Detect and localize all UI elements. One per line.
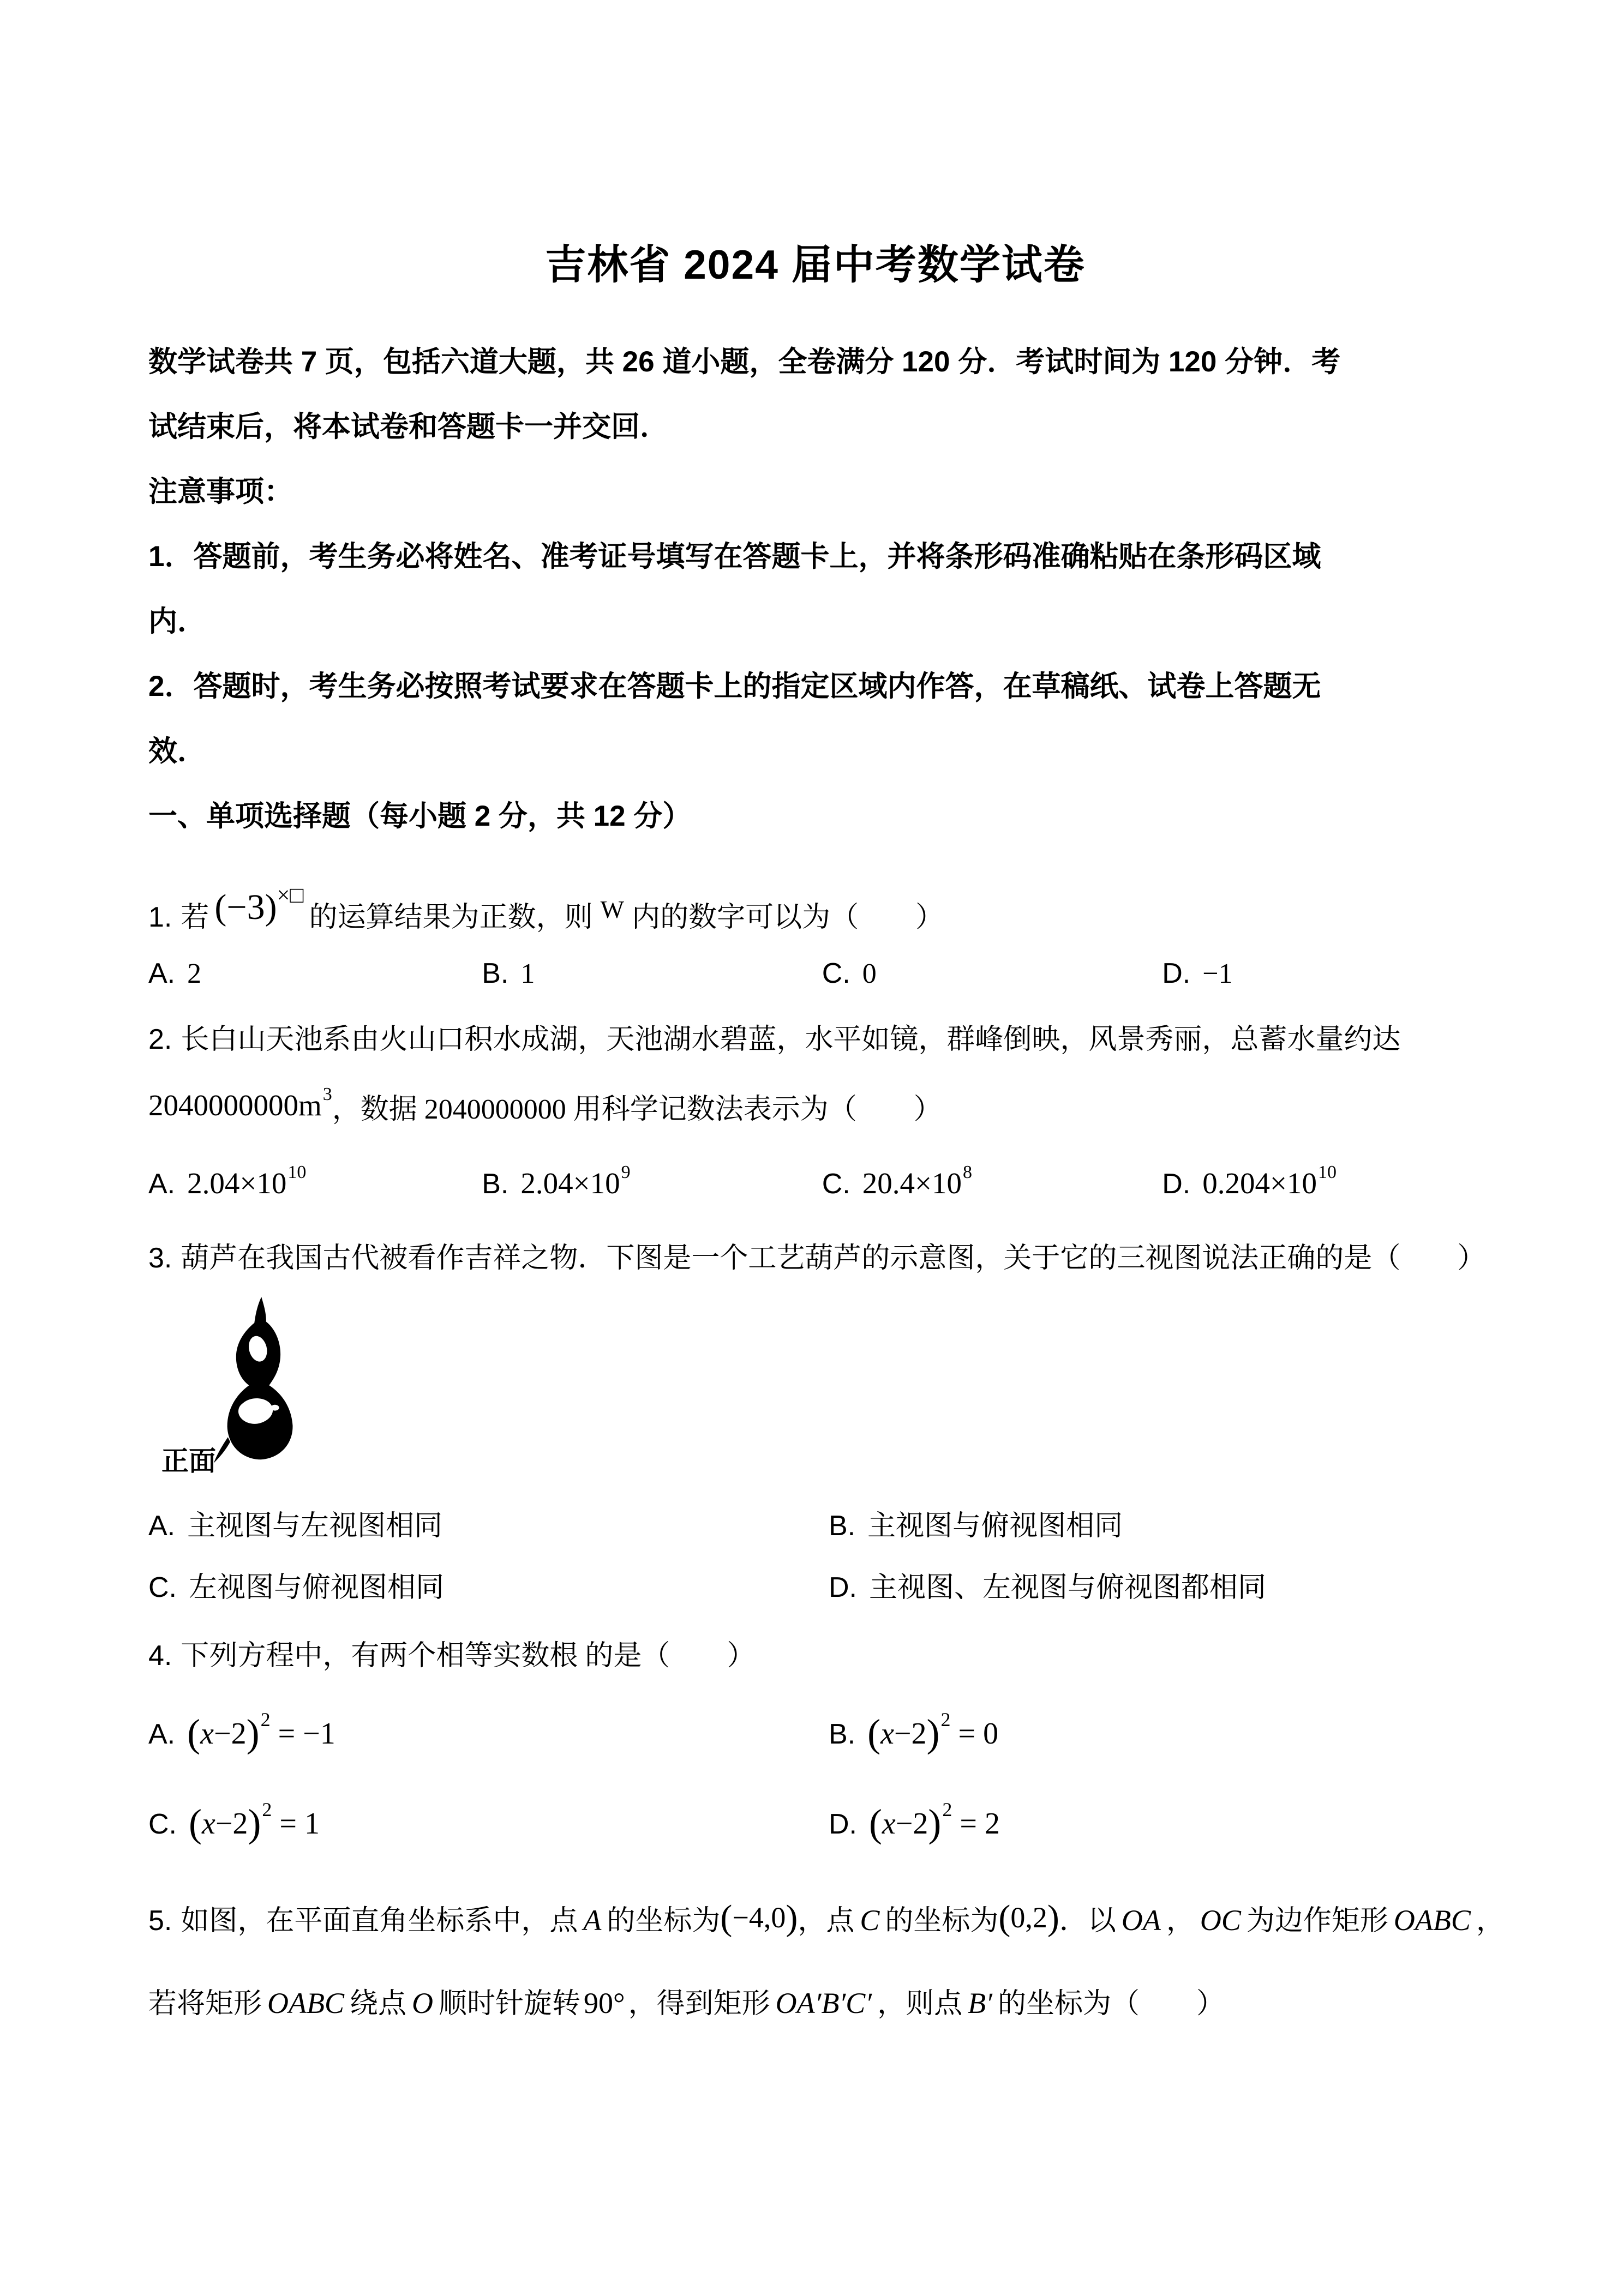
q5-seg-5: ．以 bbox=[1059, 1906, 1116, 1937]
q1-text-post: 内的数字可以为（ ） bbox=[632, 902, 944, 934]
q1-formula-base: (−3) bbox=[214, 887, 277, 928]
question-2-line-2 bbox=[148, 1073, 1482, 1143]
q1-option-b-label: B. bbox=[482, 958, 509, 990]
q1-option-d bbox=[1162, 941, 1482, 1007]
q1-option-a bbox=[148, 941, 482, 1007]
variable-x: x bbox=[880, 1717, 894, 1751]
variable-x: x bbox=[201, 1807, 215, 1841]
q1-option-b bbox=[482, 941, 822, 1007]
point-b-prime-symbol: B′ bbox=[968, 1987, 992, 2020]
gourd-image bbox=[201, 1296, 319, 1472]
question-5-number: 5. bbox=[148, 1905, 172, 1937]
gourd-figure bbox=[161, 1296, 554, 1486]
close-paren: ) bbox=[1047, 1898, 1059, 1938]
q2-volume-value bbox=[148, 1084, 332, 1122]
question-3-number: 3. bbox=[148, 1242, 172, 1275]
q1-options bbox=[148, 941, 1482, 1007]
q5-seg-6: ， bbox=[1166, 1906, 1195, 1937]
q3-option-c-label: C. bbox=[148, 1572, 177, 1604]
q1-text-pre: 若 bbox=[181, 902, 209, 934]
close-paren: ) bbox=[246, 1711, 260, 1756]
notice-1-line-2: 内． bbox=[148, 605, 206, 638]
q2-option-d-value bbox=[1202, 1162, 1337, 1200]
q5-seg-12: ，得到矩形 bbox=[628, 1988, 770, 2020]
q1-option-c-text: 0 bbox=[862, 958, 877, 990]
notice-header: 注意事项： bbox=[148, 476, 293, 508]
open-paren: ( bbox=[189, 1801, 202, 1846]
equals-sign: = bbox=[278, 1717, 296, 1751]
q5-seg-8: ， bbox=[1476, 1906, 1505, 1937]
question-5-line-2 bbox=[148, 1962, 1482, 2045]
exponent: 2 bbox=[262, 1799, 272, 1821]
q4-option-a-label: A. bbox=[148, 1718, 176, 1751]
coord-a bbox=[720, 1898, 798, 1938]
exponent: 2 bbox=[940, 1709, 951, 1731]
equals-sign: = bbox=[279, 1807, 297, 1841]
q4-option-c bbox=[148, 1779, 829, 1869]
q1-option-c-label: C. bbox=[822, 958, 850, 990]
q3-option-d-text: 主视图、左视图与俯视图都相同 bbox=[868, 1572, 1266, 1604]
close-paren: ) bbox=[926, 1711, 940, 1756]
q2-volume-base: 2040000000m bbox=[148, 1089, 322, 1122]
q5-seg-13: ，则点 bbox=[877, 1988, 963, 2020]
q2-option-d-exponent: 10 bbox=[1317, 1162, 1337, 1183]
q4-option-d-label: D. bbox=[828, 1808, 857, 1841]
open-paren: ( bbox=[187, 1711, 201, 1756]
q2-option-d-mantissa: 0.204×10 bbox=[1202, 1167, 1317, 1200]
variable-x: x bbox=[882, 1807, 896, 1841]
q4-text: 下列方程中，有两个相等实数根 的是（ ） bbox=[181, 1640, 756, 1672]
coord-c-value: 0,2 bbox=[1010, 1901, 1047, 1934]
coord-a-value: −4,0 bbox=[732, 1901, 786, 1934]
q5-seg-9: 若将矩形 bbox=[148, 1988, 262, 2020]
q2-option-d bbox=[1162, 1143, 1482, 1225]
q2-option-a-mantissa: 2.04×10 bbox=[187, 1167, 287, 1200]
q3-option-c-text: 左视图与俯视图相同 bbox=[189, 1572, 445, 1604]
rect-oabc-symbol: OABC bbox=[1393, 1904, 1471, 1937]
variable-x: x bbox=[200, 1717, 214, 1751]
notice-2-line-1: 2．答题时，考生务必按照考试要求在答题卡上的指定区域内作答，在草稿纸、试卷上答题无 bbox=[148, 670, 1321, 703]
q1-option-a-label: A. bbox=[148, 958, 176, 990]
q3-option-c bbox=[148, 1557, 829, 1619]
q3-option-d-label: D. bbox=[828, 1572, 857, 1604]
q2-option-b-mantissa: 2.04×10 bbox=[520, 1167, 620, 1200]
term: −2 bbox=[894, 1717, 927, 1751]
term: −2 bbox=[215, 1807, 248, 1841]
q2-option-c-mantissa: 20.4×10 bbox=[862, 1167, 962, 1200]
q1-option-a-text: 2 bbox=[187, 958, 202, 990]
q4-option-a bbox=[148, 1689, 829, 1779]
q4-option-c-label: C. bbox=[148, 1808, 177, 1841]
q2-option-d-label: D. bbox=[1162, 1168, 1191, 1200]
q2-text-line1: 长白山天池系由火山口积水成湖，天池湖水碧蓝，水平如镜，群峰倒映，风景秀丽，总蓄水量约达 bbox=[181, 1024, 1401, 1056]
q2-option-c-exponent: 8 bbox=[963, 1162, 972, 1183]
q2-option-a-exponent: 10 bbox=[287, 1162, 307, 1183]
point-o-symbol: O bbox=[412, 1987, 434, 2020]
q4-option-c-rhs: 1 bbox=[304, 1807, 320, 1841]
open-paren: ( bbox=[867, 1711, 881, 1756]
q4-option-a-rhs: −1 bbox=[303, 1717, 335, 1751]
q5-seg-14: 的坐标为（ ） bbox=[997, 1988, 1225, 2020]
q3-option-d bbox=[829, 1557, 1482, 1619]
question-4-number: 4. bbox=[148, 1640, 172, 1672]
q4-option-d-equation bbox=[868, 1799, 1000, 1846]
point-c-symbol: C bbox=[860, 1904, 880, 1937]
open-paren: ( bbox=[720, 1898, 733, 1938]
q1-text-mid: 的运算结果为正数，则 bbox=[309, 902, 593, 934]
q2-option-c-value bbox=[862, 1162, 972, 1200]
q1-option-c bbox=[822, 941, 1162, 1007]
q5-seg-1: 如图，在平面直角坐标系中，点 bbox=[181, 1906, 578, 1937]
q5-seg-3: ，点 bbox=[798, 1906, 855, 1937]
q4-option-a-equation bbox=[187, 1709, 335, 1756]
q2-text-line2: ，数据 2040000000 用科学记数法表示为（ ） bbox=[332, 1094, 942, 1126]
intro-line-2: 试结束后，将本试卷和答题卡一并交回． bbox=[148, 411, 669, 443]
notice-1-line-1: 1．答题前，考生务必将姓名、准考证号填写在答题卡上，并将条形码准确粘贴在条形码区域 bbox=[148, 540, 1321, 573]
q3-options-row-1 bbox=[148, 1495, 1482, 1557]
equals-sign: = bbox=[958, 1717, 976, 1751]
q3-option-b-label: B. bbox=[828, 1510, 856, 1542]
open-paren: ( bbox=[868, 1801, 882, 1846]
q2-option-b bbox=[482, 1143, 822, 1225]
segment-oa-symbol: OA bbox=[1121, 1904, 1161, 1937]
q5-seg-11: 顺时针旋转 bbox=[439, 1988, 581, 2020]
q5-seg-2: 的坐标为 bbox=[607, 1906, 721, 1937]
q5-seg-4: 的坐标为 bbox=[885, 1906, 999, 1937]
notice-2-line-2: 效． bbox=[148, 735, 206, 768]
open-paren: ( bbox=[998, 1898, 1011, 1938]
q2-option-b-value bbox=[520, 1162, 631, 1200]
exponent: 2 bbox=[260, 1709, 271, 1731]
q2-option-b-exponent: 9 bbox=[621, 1162, 631, 1183]
question-5-line-1 bbox=[148, 1877, 1505, 1962]
q2-volume-exponent: 3 bbox=[322, 1084, 332, 1105]
q3-option-b-text: 主视图与俯视图相同 bbox=[867, 1511, 1123, 1542]
rect-oabc-symbol: OABC bbox=[267, 1987, 345, 2020]
q2-option-a-value bbox=[187, 1162, 307, 1200]
q4-option-b bbox=[829, 1689, 1482, 1779]
close-paren: ) bbox=[786, 1898, 798, 1938]
q4-option-d-rhs: 2 bbox=[984, 1807, 1000, 1841]
exam-title: 吉林省 2024 届中考数学试卷 bbox=[545, 242, 1086, 287]
q3-option-b bbox=[829, 1495, 1482, 1557]
question-1 bbox=[148, 851, 1482, 941]
question-2-number: 2. bbox=[148, 1024, 172, 1056]
figure-front-label: 正面 bbox=[161, 1446, 216, 1477]
q3-option-a-label: A. bbox=[148, 1510, 176, 1542]
section-1-header: 一、单项选择题（每小题 2 分，共 12 分） bbox=[148, 800, 692, 833]
q2-option-b-label: B. bbox=[482, 1168, 509, 1200]
q2-option-c bbox=[822, 1143, 1162, 1225]
q5-seg-10: 绕点 bbox=[350, 1988, 407, 2020]
segment-oc-symbol: OC bbox=[1200, 1904, 1241, 1937]
q3-option-a bbox=[148, 1495, 829, 1557]
q4-option-c-equation bbox=[189, 1799, 320, 1846]
q1-option-d-label: D. bbox=[1162, 958, 1191, 990]
q4-option-b-label: B. bbox=[828, 1718, 856, 1751]
q1-option-d-text: −1 bbox=[1202, 958, 1233, 990]
term: −2 bbox=[895, 1807, 928, 1841]
q3-text: 葫芦在我国古代被看作吉祥之物．下图是一个工艺葫芦的示意图，关于它的三视图说法正确的是（ ） bbox=[181, 1243, 1486, 1275]
coord-c bbox=[998, 1898, 1059, 1938]
q4-option-b-equation bbox=[867, 1709, 999, 1756]
exponent: 2 bbox=[942, 1799, 952, 1821]
intro-line-1: 数学试卷共 7 页，包括六道大题，共 26 道小题，全卷满分 120 分．考试时间为 120 分钟．考 bbox=[148, 346, 1341, 378]
rotation-angle: 90° bbox=[584, 1987, 625, 2020]
q1-box-symbol: W bbox=[600, 895, 625, 924]
q3-option-a-text: 主视图与左视图相同 bbox=[187, 1511, 443, 1542]
equals-sign: = bbox=[960, 1807, 977, 1841]
question-4 bbox=[148, 1623, 1482, 1689]
q5-seg-7: 为边作矩形 bbox=[1246, 1906, 1388, 1937]
point-a-symbol: A bbox=[583, 1904, 602, 1937]
rect-oabc-prime-symbol: OA′B′C′ bbox=[775, 1987, 872, 2020]
q4-option-b-rhs: 0 bbox=[983, 1717, 999, 1751]
term: −2 bbox=[213, 1717, 247, 1751]
question-1-number: 1. bbox=[148, 901, 172, 934]
q1-formula bbox=[214, 851, 303, 955]
question-3 bbox=[148, 1225, 1486, 1291]
q2-options bbox=[148, 1143, 1482, 1225]
question-2-line-1 bbox=[148, 1007, 1482, 1073]
close-paren: ) bbox=[248, 1801, 261, 1846]
q4-options-row-2 bbox=[148, 1779, 1482, 1869]
q2-option-a-label: A. bbox=[148, 1168, 176, 1200]
q1-option-b-text: 1 bbox=[520, 958, 535, 990]
close-paren: ) bbox=[928, 1801, 942, 1846]
q2-option-a bbox=[148, 1143, 482, 1225]
q1-formula-superscript: ×□ bbox=[277, 883, 304, 909]
q3-options-row-2 bbox=[148, 1557, 1482, 1619]
q4-option-d bbox=[829, 1779, 1482, 1869]
q4-options-row-1 bbox=[148, 1689, 1482, 1779]
q2-option-c-label: C. bbox=[822, 1168, 850, 1200]
